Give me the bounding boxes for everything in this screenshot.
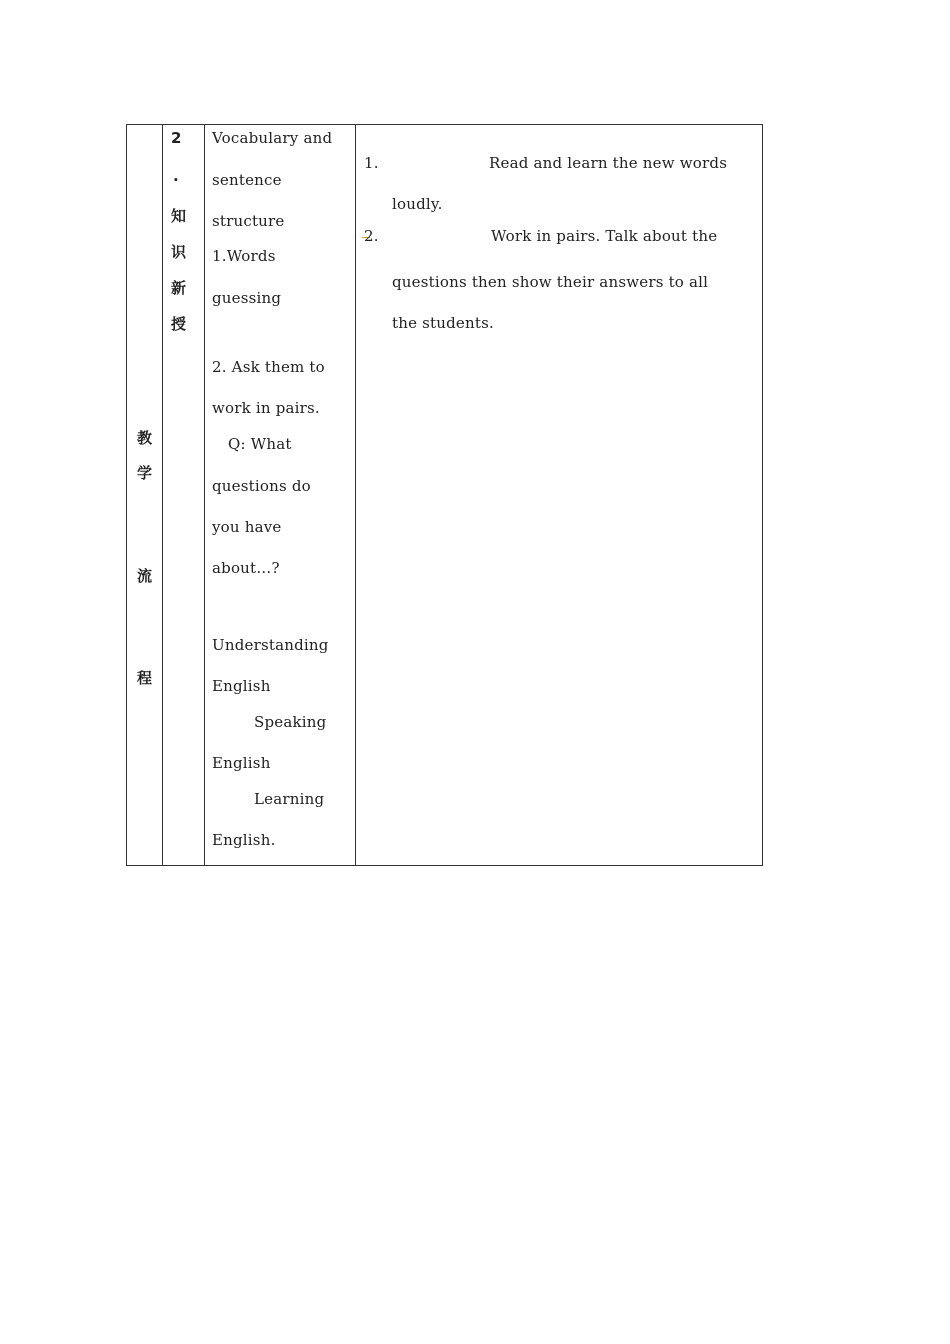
- step-char: 授: [171, 315, 187, 333]
- student-item-text: loudly.: [392, 195, 443, 213]
- lesson-table: [126, 124, 763, 866]
- column-divider-1: [162, 125, 163, 865]
- teacher-line: work in pairs.: [212, 399, 320, 417]
- teacher-line: you have: [212, 518, 282, 536]
- teacher-line: Learning: [254, 790, 325, 808]
- step-char: 识: [171, 243, 187, 261]
- teacher-line: about…?: [212, 559, 280, 577]
- student-item-number: 1.: [364, 154, 379, 172]
- teacher-line: guessing: [212, 289, 282, 307]
- student-item-number: 2.: [364, 227, 379, 245]
- teacher-line: sentence: [212, 171, 282, 189]
- row-label-char: 流: [137, 567, 153, 585]
- teacher-line: English: [212, 754, 271, 772]
- teacher-line: questions do: [212, 477, 311, 495]
- teacher-line: Vocabulary and: [212, 129, 333, 147]
- teacher-line: English.: [212, 831, 276, 849]
- student-item-text: questions then show their answers to all: [392, 273, 709, 291]
- student-item-text: the students.: [392, 314, 494, 332]
- step-char: 2: [171, 129, 182, 147]
- student-item-text: Read and learn the new words: [489, 154, 728, 172]
- teacher-line: Speaking: [254, 713, 327, 731]
- row-label-char: 学: [137, 464, 153, 482]
- teacher-line: 1.Words: [212, 247, 276, 265]
- teacher-line: Q: What: [228, 435, 292, 453]
- student-item-text: Work in pairs. Talk about the: [491, 227, 718, 245]
- step-char: 知: [171, 207, 187, 225]
- teacher-line: structure: [212, 212, 285, 230]
- teacher-line: English: [212, 677, 271, 695]
- step-char: .: [173, 167, 179, 185]
- teacher-line: Understanding: [212, 636, 329, 654]
- column-divider-3: [355, 125, 356, 865]
- step-char: 新: [171, 279, 187, 297]
- row-label-char: 程: [137, 669, 153, 687]
- column-divider-2: [204, 125, 205, 865]
- row-label-char: 教: [137, 429, 153, 447]
- teacher-line: 2. Ask them to: [212, 358, 325, 376]
